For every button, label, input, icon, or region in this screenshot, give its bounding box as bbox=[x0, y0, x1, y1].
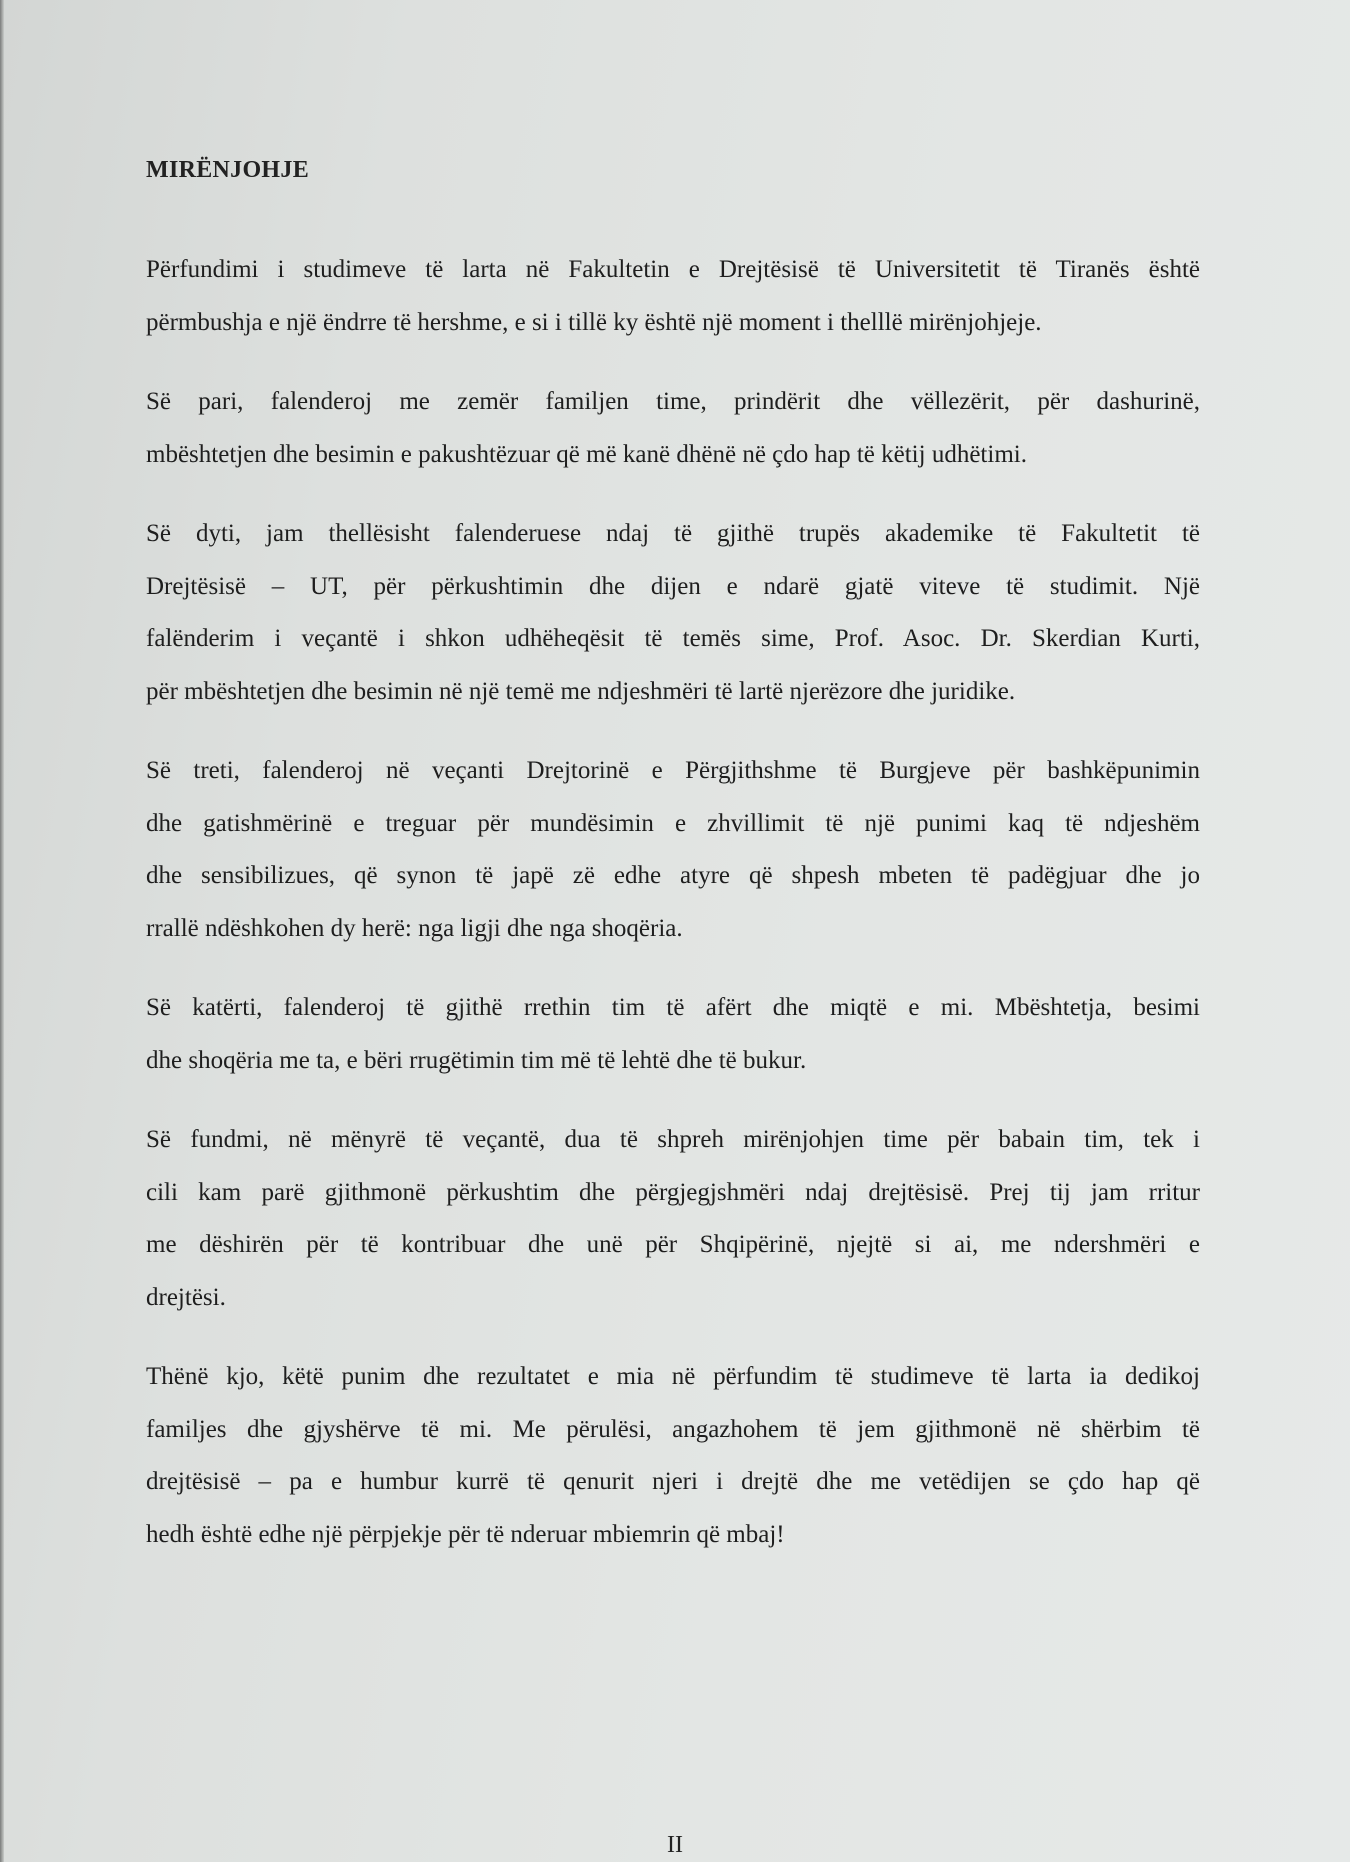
text-line: Drejtësisë – UT, për përkushtimin dhe dijen e ndarë gjatë viteve të studimit. Një bbox=[146, 572, 1200, 600]
page-edge-shadow bbox=[0, 0, 4, 1862]
text-line: për mbështetjen dhe besimin në një temë me ndjeshmëri të lartë njerëzore dhe juridike. bbox=[146, 677, 1016, 705]
text-line: drejtësisë – pa e humbur kurrë të qenurit njeri i drejtë dhe me vetëdijen se çdo hap që bbox=[146, 1468, 1200, 1495]
text-line: cili kam parë gjithmonë përkushtim dhe përgjegjshmëri ndaj drejtësisë. Prej tij jam rritur bbox=[146, 1178, 1200, 1206]
text-line: dhe sensibilizues, që synon të japë zë edhe atyre që shpesh mbeten të padëgjuar dhe jo bbox=[146, 862, 1200, 889]
text-line: falënderim i veçantë i shkon udhëheqësit të temës sime, Prof. Asoc. Dr. Skerdian Kurti, bbox=[146, 625, 1200, 652]
text-line: Së katërti, falenderoj të gjithë rrethin tim të afërt dhe miqtë e mi. Mbështetja, besimi bbox=[146, 994, 1200, 1021]
text-line: hedh është edhe një përpjekje për të nderuar mbiemrin që mbaj! bbox=[146, 1520, 785, 1548]
text-line: Thënë kjo, këtë punim dhe rezultatet e mia në përfundim të studimeve të larta ia dedikoj bbox=[146, 1363, 1200, 1390]
text-line: familjes dhe gjyshërve të mi. Me përulësi, angazhohem të jem gjithmonë në shërbim të bbox=[146, 1415, 1200, 1443]
text-line: Së dyti, jam thellësisht falenderuese ndaj të gjithë trupës akademike të Fakultetit të bbox=[146, 520, 1200, 547]
text-line: me dëshirën për të kontribuar dhe unë për Shqipërinë, njejtë si ai, me ndershmëri e bbox=[146, 1231, 1200, 1258]
paragraph-first bbox=[146, 376, 1200, 481]
text-line: dhe shoqëria me ta, e bëri rrugëtimin tim më të lehtë dhe të bukur. bbox=[146, 1046, 807, 1074]
text-line: mbështetjen dhe besimin e pakushtëzuar që më kanë dhënë në çdo hap të këtij udhëtimi. bbox=[146, 440, 1027, 468]
document-page bbox=[146, 150, 1200, 1588]
page-number: II bbox=[667, 1832, 683, 1858]
text-line: rrallë ndëshkohen dy herë: nga ligji dhe nga shoqëria. bbox=[146, 914, 683, 942]
paragraph-fourth bbox=[146, 982, 1200, 1087]
page-title: MIRËNJOHJE bbox=[146, 157, 310, 183]
paragraph-second bbox=[146, 508, 1200, 718]
text-line: Përfundimi i studimeve të larta në Fakultetin e Drejtësisë të Universitetit të Tiranës është bbox=[146, 256, 1200, 283]
paragraph-intro bbox=[146, 244, 1200, 349]
text-line: Së fundmi, në mënyrë të veçantë, dua të shpreh mirënjohjen time për babain tim, tek i bbox=[146, 1126, 1200, 1153]
text-line: Së pari, falenderoj me zemër familjen time, prindërit dhe vëllezërit, për dashurinë, bbox=[146, 388, 1200, 415]
paragraph-final bbox=[146, 1114, 1200, 1324]
text-line: përmbushja e një ëndrre të hershme, e si i tillë ky është një moment i thelllë mirënjohjeje. bbox=[146, 308, 1042, 336]
paragraph-third bbox=[146, 745, 1200, 955]
paragraph-dedication bbox=[146, 1351, 1200, 1561]
text-line: Së treti, falenderoj në veçanti Drejtorinë e Përgjithshme të Burgjeve për bashkëpunimin bbox=[146, 757, 1200, 784]
text-line: dhe gatishmërinë e treguar për mundësimin e zhvillimit të një punimi kaq të ndjeshëm bbox=[146, 809, 1200, 837]
text-line: drejtësi. bbox=[146, 1283, 226, 1311]
